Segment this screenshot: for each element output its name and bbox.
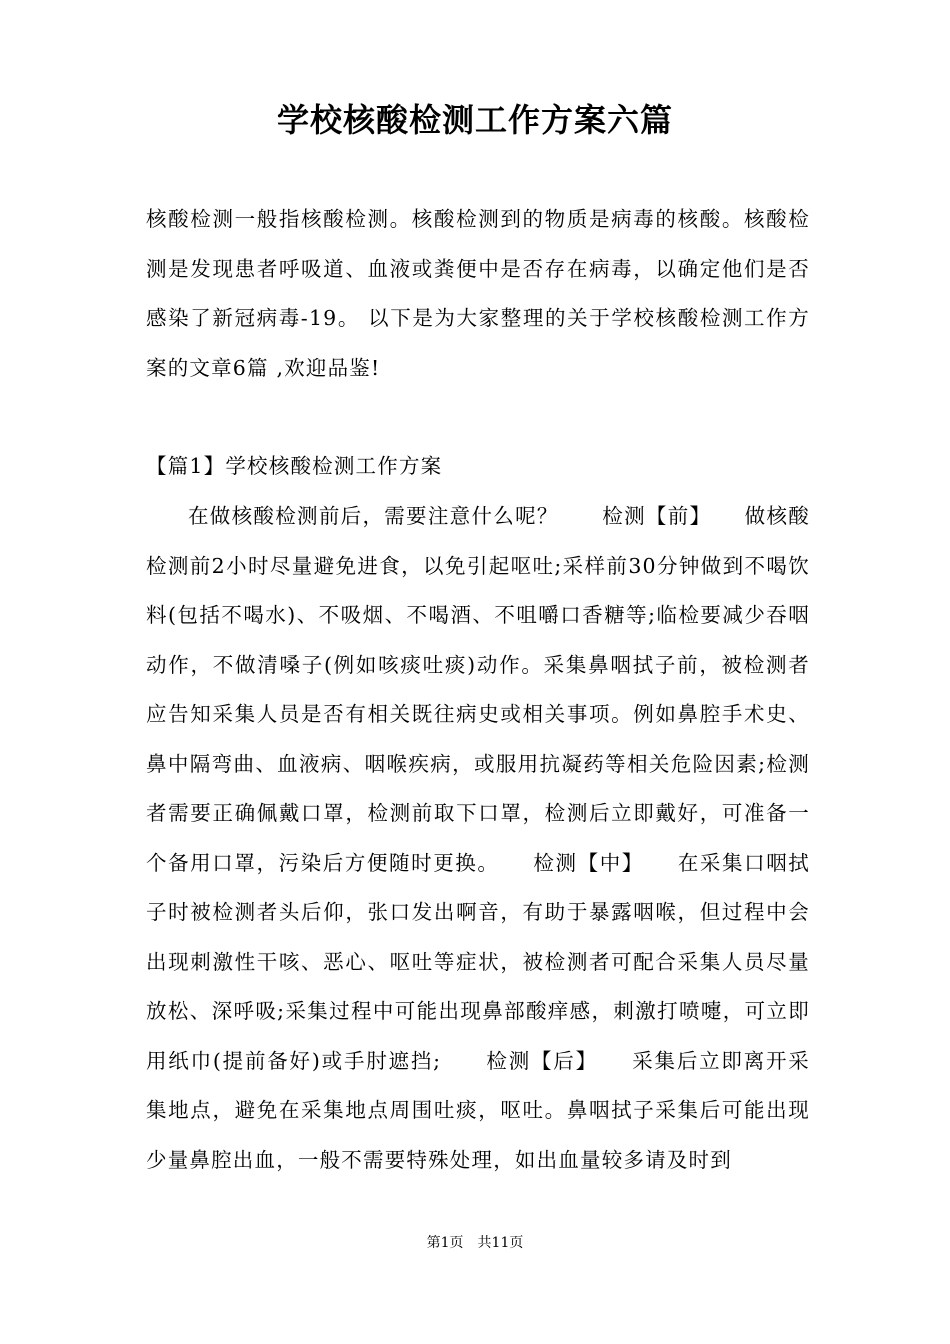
page-total: 共11页 xyxy=(477,1235,524,1251)
page-number: 第1页 xyxy=(426,1235,464,1251)
section-body-paragraph: 在做核酸检测前后，需要注意什么呢？ 检测【前】 做核酸检测前2小时尽量避免进食，以免引起呕吐;采样前30分钟做到不喝饮料(包括不喝水)、不吸烟、不喝酒、不咀嚼口香糖等;临检要减少吞咽动作，不做清嗓子(例如咳痰吐痰)动作。采集鼻咽拭子前，被检测者应告知采集人员是否有相关既往病史或相关事项。例如鼻腔手术史、鼻中隔弯曲、血液病、咽喉疾病，或服用抗凝药等相关危险因素;检测者需要正确佩戴口罩，检测前取下口罩，检测后立即戴好，可准备一个备用口罩，污染后方便随时更换。 检测【中】 在采集口咽拭子时被检测者头后仰，张口发出啊音，有助于暴露咽喉，但过程中会出现刺激性干咳、恶心、呕吐等症状，被检测者可配合采集人员尽量放松、深呼吸;采集过程中可能出现鼻部酸痒感，刺激打喷嚏，可立即用纸巾(提前备好)或手肘遮挡; 检测【后】 采集后立即离开采集地点，避免在采集地点周围吐痰，呕吐。鼻咽拭子采集后可能出现少量鼻腔出血，一般不需要特殊处理，如出血量较多请及时到 xyxy=(146,504,810,1172)
section-heading: 【篇1】学校核酸检测工作方案 xyxy=(146,454,443,478)
document-title: 学校核酸检测工作方案六篇 xyxy=(276,101,673,139)
intro-paragraph: 核酸检测一般指核酸检测。核酸检测到的物质是病毒的核酸。核酸检测是发现患者呼吸道、血液或粪便中是否存在病毒，以确定他们是否感染了新冠病毒-19。 以下是为大家整理的关于学校核酸检测工作方案的文章6篇 ,欢迎品鉴! xyxy=(146,207,810,380)
page-footer xyxy=(0,1233,950,1253)
